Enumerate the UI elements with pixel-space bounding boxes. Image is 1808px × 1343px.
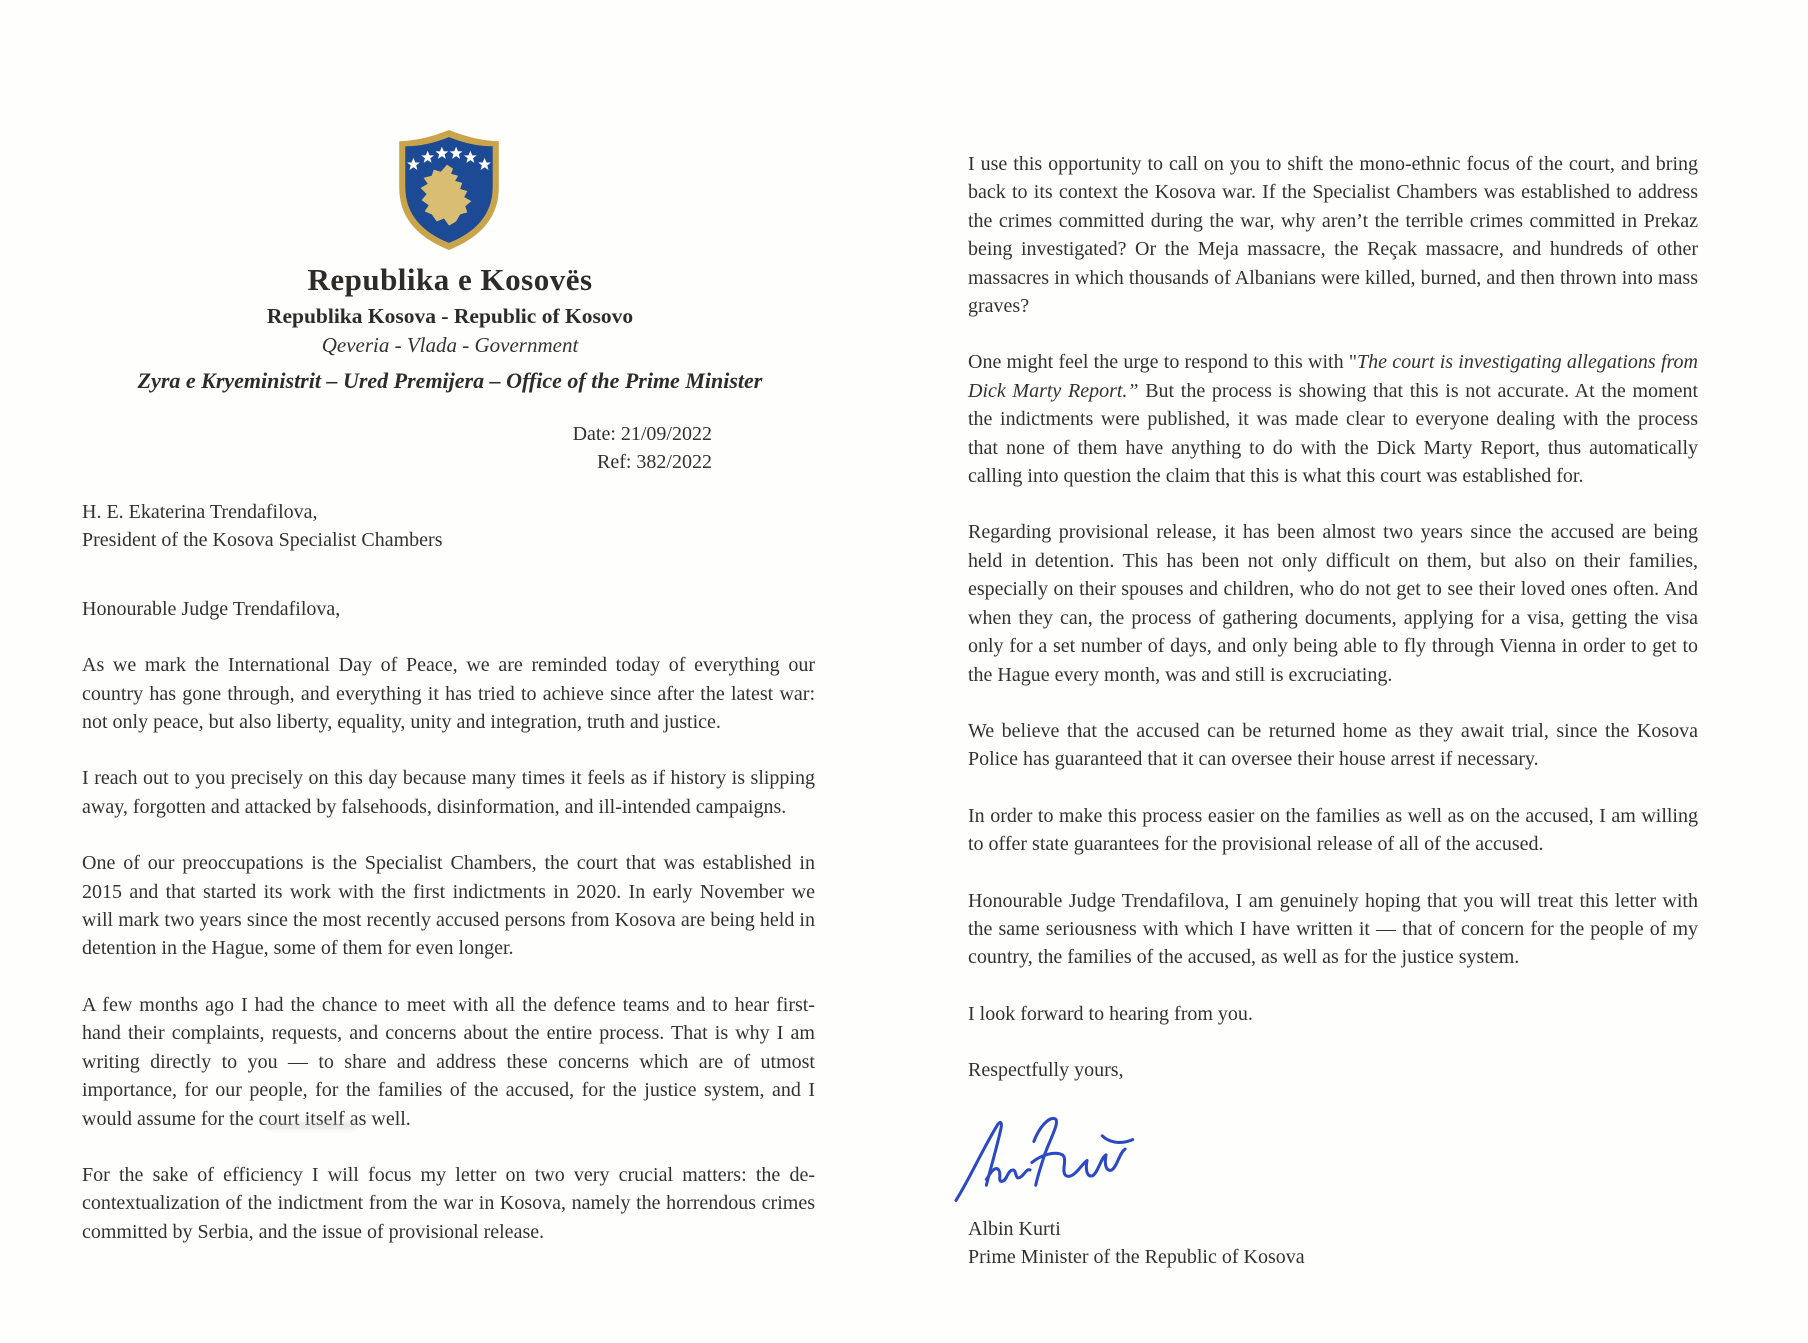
signer-name: Albin Kurti <box>968 1217 1061 1240</box>
org-subtitle: Republika Kosova - Republic of Kosovo <box>266 304 634 328</box>
quote-lead-in: One might feel the urge to respond to this with " <box>968 351 1357 374</box>
recipient-name: H. E. Ekaterina Trendafilova, <box>82 501 318 523</box>
signer-title: Prime Minister of the Republic of Kosova <box>968 1245 1305 1268</box>
signature-stroke <box>956 1122 1030 1200</box>
org-subtitle-trilingual: Qeveria - Vlada - Government <box>321 333 579 357</box>
recipient-title: President of the Kosova Specialist Chambers <box>82 529 443 552</box>
body-paragraph: We believe that the accused can be returned home as they await trial, since the Kosova Police has guaranteed that it can oversee their house arrest if necessary. <box>968 719 1698 771</box>
quote-text: The court is investigating allegations from Dick Marty Report.” <box>968 351 1698 402</box>
ref-line: Ref: 382/2022 <box>597 451 712 473</box>
closing-line: I look forward to hearing from you. <box>968 1002 1253 1025</box>
office-line: Zyra e Kryeministrit – Ured Premijera – Office of the Prime Minister <box>137 368 763 393</box>
signature-stroke <box>1032 1118 1133 1185</box>
org-title: Republika e Kosovës <box>307 262 593 297</box>
body-paragraph: I use this opportunity to call on you to shift the mono-ethnic focus of the court, and bring back to its context the Kosova war. If the Specialist Chambers was established to address the crimes committed during the war, why aren’t the terrible crimes committed in Prekaz being investigated? Or the Meja massacre, the Reçak massacre, and hundreds of other massacres in which thousands of Albanians were killed, burned, and then thrown into mass graves? <box>968 153 1698 318</box>
recipient-block <box>82 498 815 555</box>
quote-follow-on: But the process is showing that this is not accurate. At the moment the indictments were published, it was made clear to everyone dealing with the process that none of them have anything to do with the Dick Marty Report, thus automatically calling into question the claim that this is what this court was established for. <box>968 379 1699 488</box>
valediction: Respectfully yours, <box>968 1059 1124 1082</box>
body-paragraph: One of our preoccupations is the Specialist Chambers, the court that was established in 2015 and that started its work with the first indictments in 2020. In early November we will mark two years since the most recently accused persons from Kosova are being held in detention in the Hague, some of them for even longer. <box>82 852 815 960</box>
salutation: Honourable Judge Trendafilova, <box>82 597 341 620</box>
body-paragraph: A few months ago I had the chance to meet with all the defence teams and to hear first-hand their complaints, requests, and concerns about the entire process. That is why I am writing directly to you — to share and address these concerns which are of utmost importance, for our people, for the families of the accused, for the justice system, and I would assume for the court itself as well. <box>82 993 815 1130</box>
body-paragraph-with-quote <box>968 348 1698 490</box>
date-line: Date: 21/09/2022 <box>572 423 712 445</box>
signature-image <box>950 1113 1150 1208</box>
scan-smudge-artifact <box>266 1122 356 1129</box>
body-paragraph: In order to make this process easier on the families as well as on the accused, I am willing to offer state guarantees for the provisional release of all of the accused. <box>968 804 1698 856</box>
body-paragraph: As we mark the International Day of Peace, we are reminded today of everything our country has gone through, and everything it has tried to achieve since after the latest war: not only peace, but also liberty, equality, unity and integration, truth and justice. <box>82 654 815 734</box>
kosovo-coat-of-arms-icon <box>393 128 505 252</box>
body-paragraph: I reach out to you precisely on this day because many times it feels as if history is slipping away, forgotten and attacked by falsehoods, disinformation, and ill-intended campaigns. <box>82 767 815 818</box>
body-paragraph: Regarding provisional release, it has been almost two years since the accused are being held in detention. This has been not only difficult on them, but also on their families, especially on their spouses and children, who do not get to see their loved ones often. And when they can, the process of gathering documents, applying for a visa, getting the visa only for a set number of days, and only being able to fly through Vienna in order to get to the Hague every month, was and still is excruciating. <box>968 521 1698 686</box>
body-paragraph: For the sake of efficiency I will focus my letter on two very crucial matters: the de-contextualization of the indictment from the war in Kosova, namely the horrendous crimes committed by Serbia, and the issue of provisional release. <box>82 1163 815 1243</box>
body-paragraph: Honourable Judge Trendafilova, I am genuinely hoping that you will treat this letter with the same seriousness with which I have written it — that of concern for the people of my country, the families of the accused, as well as for the justice system. <box>968 889 1698 969</box>
